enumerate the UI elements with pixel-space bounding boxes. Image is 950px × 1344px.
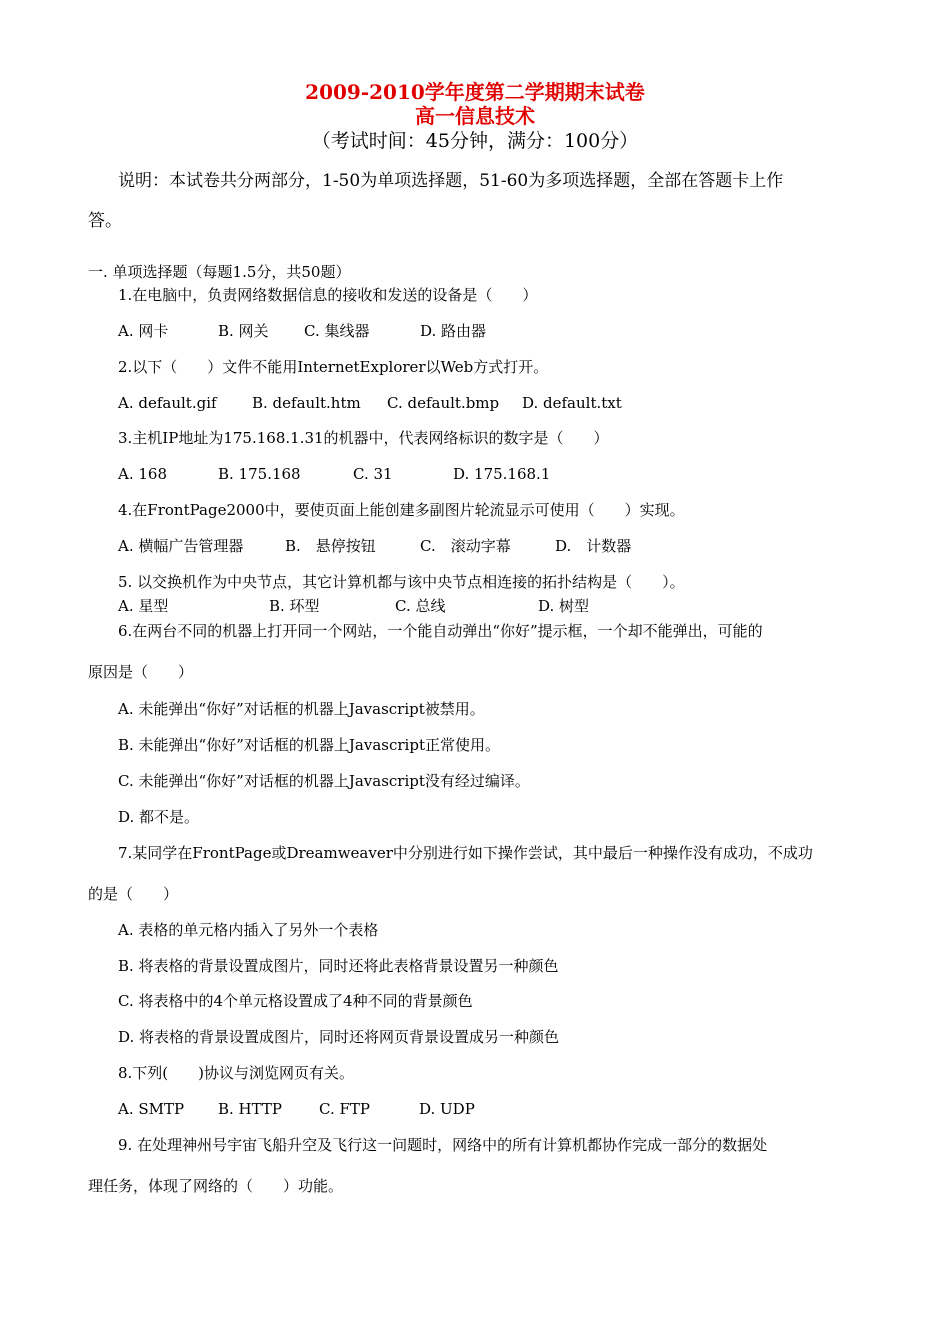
instructions-line-2: 答。 (88, 211, 122, 231)
question-9-continued: 理任务，体现了网络的（ ）功能。 (88, 1177, 344, 1195)
option-c: C. 总线 (395, 597, 446, 615)
section-heading: 一. 单项选择题（每题1.5分，共50题） (88, 263, 351, 281)
option-a: A. default.gif (118, 394, 217, 412)
option-b: B. 175.168 (218, 465, 301, 483)
option-c: C. 集线器 (304, 322, 370, 340)
option-b: B. default.htm (252, 394, 361, 412)
question-1-options (118, 321, 486, 341)
option-b: B. 环型 (269, 597, 320, 615)
question-8: 8.下列( )协议与浏览网页有关。 (118, 1064, 355, 1082)
question-4: 4.在FrontPage2000中，要使页面上能创建多副图片轮流显示可使用（ ）实现。 (118, 501, 685, 519)
option-d: D. 计数器 (555, 537, 632, 555)
option-c: C. 31 (353, 465, 393, 483)
question-5: 5. 以交换机作为中央节点，其它计算机都与该中央节点相连接的拓扑结构是（ ）。 (118, 573, 685, 591)
question-7-option-b: B. 将表格的背景设置成图片，同时还将此表格背景设置另一种颜色 (118, 957, 559, 975)
option-a: A. SMTP (118, 1100, 185, 1118)
exam-info: （考试时间：45分钟，满分：100分） (311, 130, 639, 152)
question-6-option-d: D. 都不是。 (118, 808, 200, 826)
option-b: B. HTTP (218, 1100, 283, 1118)
question-2: 2.以下（ ）文件不能用InternetExplorer以Web方式打开。 (118, 358, 549, 376)
option-c: C. 滚动字幕 (420, 537, 511, 555)
question-1: 1.在电脑中，负责网络数据信息的接收和发送的设备是（ ） (118, 286, 538, 304)
option-d: D. default.txt (522, 394, 622, 412)
question-6-continued: 原因是（ ） (88, 663, 194, 681)
question-6-option-c: C. 未能弹出“你好”对话框的机器上Javascript没有经过编译。 (118, 772, 530, 790)
question-7-option-c: C. 将表格中的4个单元格设置成了4种不同的背景颜色 (118, 992, 473, 1010)
question-3: 3.主机IP地址为175.168.1.31的机器中，代表网络标识的数字是（ ） (118, 429, 609, 447)
option-a: A. 168 (118, 465, 167, 483)
option-a: A. 星型 (118, 597, 169, 615)
question-9: 9. 在处理神州号宇宙飞船升空及飞行这一问题时，网络中的所有计算机都协作完成一部分的数据处 (118, 1136, 768, 1154)
option-c: C. default.bmp (387, 394, 500, 412)
exam-title: 2009-2010学年度第二学期期末试卷 (305, 80, 645, 104)
question-8-options (118, 1099, 475, 1119)
option-a: A. 横幅广告管理器 (118, 537, 244, 555)
option-b: B. 悬停按钮 (285, 537, 376, 555)
option-c: C. FTP (319, 1100, 370, 1118)
question-6-option-a: A. 未能弹出“你好”对话框的机器上Javascript被禁用。 (118, 700, 485, 718)
question-7-option-a: A. 表格的单元格内插入了另外一个表格 (118, 921, 379, 939)
option-d: D. UDP (419, 1100, 475, 1118)
option-d: D. 175.168.1 (453, 465, 551, 483)
question-7: 7.某同学在FrontPage或Dreamweaver中分别进行如下操作尝试，其中最后一种操作没有成功，不成功 (118, 844, 813, 862)
option-a: A. 网卡 (118, 322, 169, 340)
question-7-continued: 的是（ ） (88, 885, 179, 903)
question-4-options (118, 536, 631, 556)
question-2-options (118, 393, 622, 413)
instructions-line-1: 说明：本试卷共分两部分，1-50为单项选择题，51-60为多项选择题，全部在答题卡上作 (118, 171, 784, 191)
question-6: 6.在两台不同的机器上打开同一个网站，一个能自动弹出“你好”提示框，一个却不能弹出，可能的 (118, 622, 763, 640)
question-5-options (118, 596, 589, 616)
question-7-option-d: D. 将表格的背景设置成图片，同时还将网页背景设置成另一种颜色 (118, 1028, 560, 1046)
question-3-options (118, 464, 550, 484)
option-d: D. 路由器 (420, 322, 487, 340)
option-d: D. 树型 (538, 597, 590, 615)
question-6-option-b: B. 未能弹出“你好”对话框的机器上Javascript正常使用。 (118, 736, 500, 754)
exam-subtitle: 高一信息技术 (415, 104, 535, 128)
option-b: B. 网关 (218, 322, 269, 340)
